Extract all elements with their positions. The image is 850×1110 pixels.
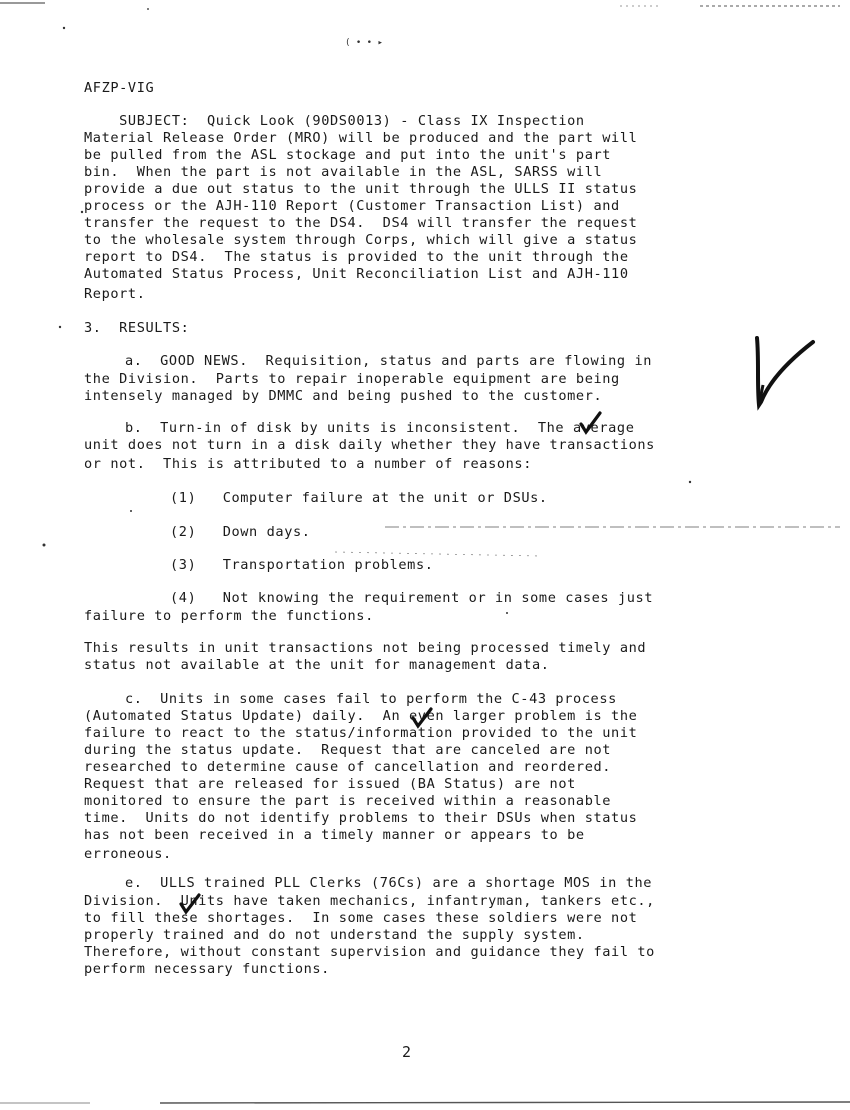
text-line: (Automated Status Update) daily. An even larger problem is the: [84, 708, 638, 724]
subject-label: SUBJECT:: [119, 113, 190, 129]
text-line: has not been received in a timely manner or appears to be: [84, 827, 585, 843]
text-line: (4) Not knowing the requirement or in some cases just: [170, 590, 654, 606]
text-line: erroneous.: [84, 846, 172, 862]
list-item: (1) Computer failure at the unit or DSUs.: [170, 490, 548, 506]
text-line: failure to perform the functions.: [84, 608, 374, 624]
text-line: Division. Units have taken mechanics, infantryman, tankers etc.,: [84, 893, 655, 909]
subject-text: Quick Look (90DS0013) - Class IX Inspection: [207, 113, 585, 129]
text-line: Material Release Order (MRO) will be produced and the part will: [84, 130, 638, 146]
office-symbol: AFZP-VIG: [84, 80, 155, 96]
text-line: properly trained and do not understand the supply system.: [84, 927, 585, 943]
text-line: status not available at the unit for management data.: [84, 657, 550, 673]
text-line: e. ULLS trained PLL Clerks (76Cs) are a shortage MOS in the: [125, 875, 653, 891]
text-line: bin. When the part is not available in the ASL, SARSS will: [84, 164, 603, 180]
text-line: transfer the request to the DS4. DS4 will transfer the request: [84, 215, 638, 231]
text-line: This results in unit transactions not being processed timely and: [84, 640, 647, 656]
text-line: to the wholesale system through Corps, which will give a status: [84, 232, 638, 248]
page-number: 2: [402, 1043, 412, 1061]
text-line: provide a due out status to the unit through the ULLS II status: [84, 181, 638, 197]
section-heading: 3. RESULTS:: [84, 320, 190, 336]
checkmark-icon: [410, 706, 434, 730]
svg-text:( • • ▸: ( • • ▸: [345, 38, 383, 48]
text-line: Request that are released for issued (BA Status) are not: [84, 776, 576, 792]
text-line: during the status update. Request that are canceled are not: [84, 742, 612, 758]
text-line: perform necessary functions.: [84, 961, 330, 977]
text-line: c. Units in some cases fail to perform the C-43 process: [125, 691, 617, 707]
checkmark-icon: [178, 892, 202, 916]
text-line: Report.: [84, 286, 146, 302]
text-line: process or the AJH-110 Report (Customer Transaction List) and: [84, 198, 620, 214]
text-line: the Division. Parts to repair inoperable equipment are being: [84, 371, 620, 387]
text-line: researched to determine cause of cancellation and reordered.: [84, 759, 612, 775]
text-line: unit does not turn in a disk daily whether they have transactions: [84, 437, 655, 453]
text-line: or not. This is attributed to a number of reasons:: [84, 456, 532, 472]
text-line: intensely managed by DMMC and being pushed to the customer.: [84, 388, 603, 404]
text-line: Therefore, without constant supervision and guidance they fail to: [84, 944, 655, 960]
text-line: failure to react to the status/information provided to the unit: [84, 725, 638, 741]
text-line: a. GOOD NEWS. Requisition, status and parts are flowing in: [125, 353, 653, 369]
list-item: (2) Down days.: [170, 524, 311, 540]
text-line: monitored to ensure the part is received within a reasonable: [84, 793, 612, 809]
checkmark-icon: [578, 410, 604, 436]
text-line: b. Turn-in of disk by units is inconsistent. The average: [125, 420, 635, 436]
margin-checkmark-icon: [745, 330, 825, 420]
text-line: time. Units do not identify problems to their DSUs when status: [84, 810, 638, 826]
text-line: to fill these shortages. In some cases these soldiers were not: [84, 910, 638, 926]
text-line: report to DS4. The status is provided to the unit through the: [84, 249, 629, 265]
text-line: be pulled from the ASL stockage and put into the unit's part: [84, 147, 612, 163]
text-line: Automated Status Process, Unit Reconciliation List and AJH-110: [84, 266, 629, 282]
list-item: (3) Transportation problems.: [170, 557, 434, 573]
